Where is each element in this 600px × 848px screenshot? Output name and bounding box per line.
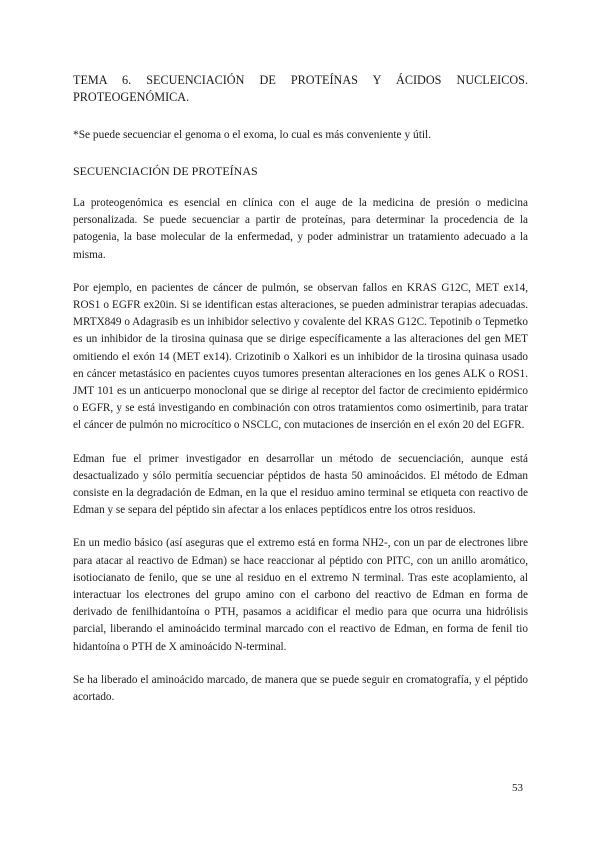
paragraph-edman-method: Edman fue el primer investigador en desarrollar un método de secuenciación, aunque está desactualizado y sólo permitía secuenciar péptidos de hasta 50 aminoácidos. El método de Edman consiste en la degradación de Edman, en la que el residuo amino terminal se etiqueta con reactivo de Edman y se separa del péptido sin afectar a los enlaces peptídicos entre los otros residuos. [73,452,528,517]
page-number: 53 [512,782,523,794]
note-text: *Se puede secuenciar el genoma o el exoma, lo cual es más conveniente y útil. [73,129,432,141]
paragraph-released-amino-acid: Se ha liberado el aminoácido marcado, de manera que se puede seguir en cromatografía, y el péptido acortado. [73,673,528,704]
paragraph-edman-reaction: En un medio básico (así aseguras que el extremo está en forma NH2-, con un par de electrones libre para atacar al reactivo de Edman) se hace reaccionar al péptido con PITC, con un anillo aromático, isotiocianato de fenilo, que se une al residuo en el extremo N terminal. Tras este acoplamiento, al interactuar los electrones del grupo amino con el carbono del reactivo de Edman en forma de derivado de fenilhidantoína o PTH, pasamos a acidificar el medio para que ocurra una hidrólisis parcial, liberando el aminoácido terminal marcado con el reactivo de Edman, en forma de fenil tio hidantoína o PTH de X aminoácido N-terminal. [73,537,528,653]
section-heading: SECUENCIACIÓN DE PROTEÍNAS [73,164,258,178]
page-body [73,72,528,722]
paragraph-lung-cancer-example: Por ejemplo, en pacientes de cáncer de pulmón, se observan fallos en KRAS G12C, MET ex14, ROS1 o EGFR ex20in. Si se identifican estas alteraciones, se pueden administrar terapias adecuadas. MRTX849 o Adagrasib es un inhibidor selectivo y covalente del KRAS G12C. Tepotinib o Tepmetko es un inhibidor de la tirosina quinasa que se dirige específicamente a las alteraciones del gen MET omitiendo el exón 14 (MET ex14). Crizotinib o Xalkori es un inhibidor de la tirosina quinasa usado en cáncer metastásico en pacientes cuyos tumores presentan alteraciones en los genes ALK o ROS1. JMT 101 es un anticuerpo monoclonal que se dirige al receptor del factor de crecimiento epidérmico o EGFR, y se está investigando en combinación con otros tratamientos como osimertinib, para tratar el cáncer de pulmón no microcítico o NSCLC, con mutaciones de inserción en el exón 20 del EGFR. [73,281,528,432]
document-title: TEMA 6. SECUENCIACIÓN DE PROTEÍNAS Y ÁCIDOS NUCLEICOS. PROTEOGENÓMICA. [73,73,528,104]
paragraph-proteogenomics: La proteogenómica es esencial en clínica con el auge de la medicina de presión o medicina personalizada. Se puede secuenciar a partir de proteínas, para determinar la procedencia de la patogenia, la base molecular de la enfermedad, y poder administrar un tratamiento adecuado a la misma. [73,197,528,261]
